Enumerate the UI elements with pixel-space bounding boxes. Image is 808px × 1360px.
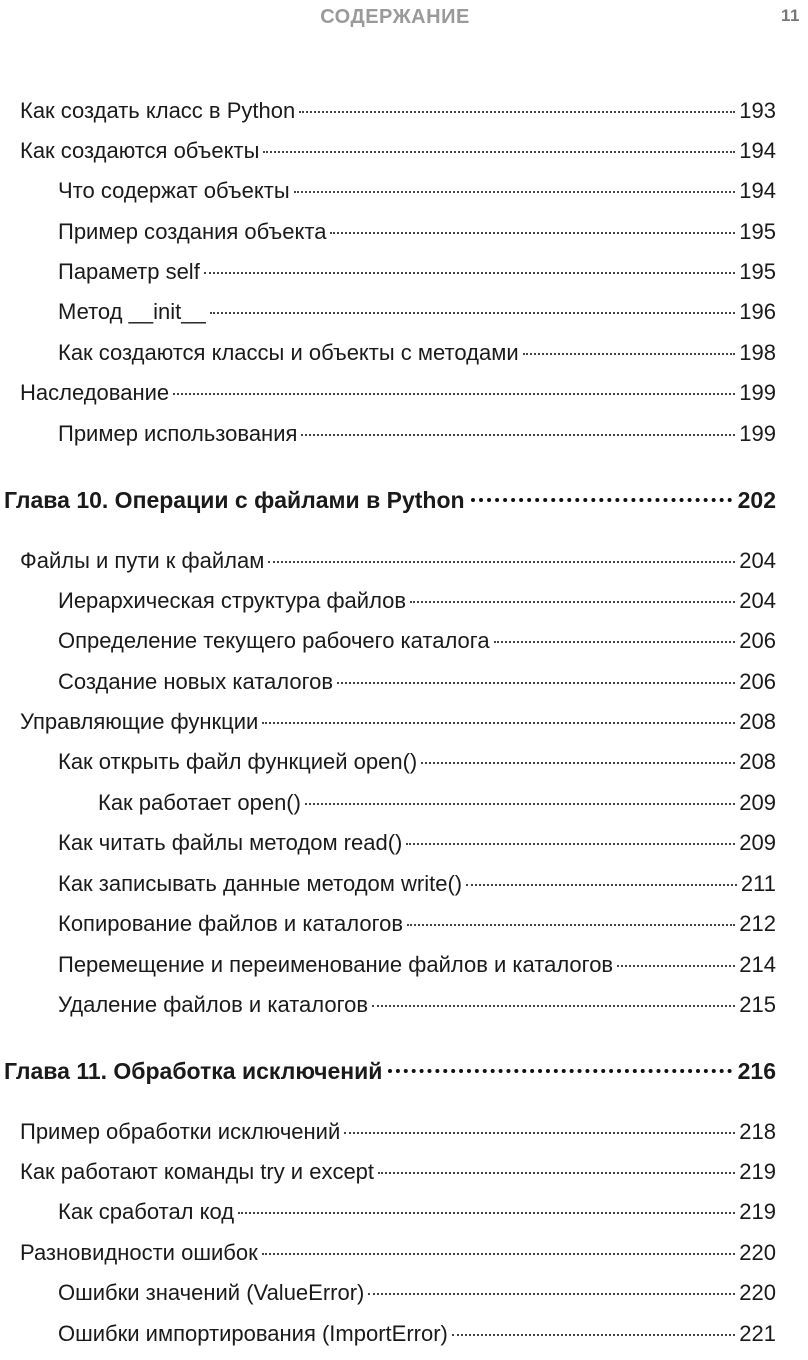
- dot-leader: [406, 821, 735, 845]
- dot-leader: [344, 1110, 735, 1134]
- dot-leader: [471, 476, 732, 502]
- dot-leader: [452, 1312, 735, 1336]
- toc-entry: [20, 94, 776, 128]
- running-header-title: СОДЕРЖАНИЕ: [320, 6, 470, 28]
- toc-entry-title: Как открыть файл функцией open(): [58, 749, 418, 774]
- toc-entry-page: 211: [740, 871, 776, 896]
- toc-entry-title: Копирование файлов и каталогов: [58, 911, 404, 936]
- toc-entry-title: Пример обработки исключений: [20, 1119, 341, 1144]
- toc-entry-title: Как работает open(): [98, 790, 301, 815]
- dot-leader: [494, 619, 736, 643]
- toc-entry-title: Управляющие функции: [20, 709, 259, 734]
- toc-entry-title: Перемещение и переименование файлов и каталогов: [58, 952, 614, 977]
- toc-entry-page: 199: [739, 421, 776, 446]
- toc-entry-page: 208: [739, 709, 776, 734]
- toc-entry: [58, 665, 776, 699]
- toc-entry-title: Что содержат объекты: [58, 178, 290, 203]
- toc-entry-title: Глава 10. Операции с файлами в Python: [4, 487, 465, 513]
- dot-leader: [238, 1190, 735, 1214]
- dot-leader: [388, 1047, 731, 1073]
- toc-entry-page: 204: [739, 548, 776, 573]
- toc-entry-title: Файлы и пути к файлам: [20, 548, 265, 573]
- toc-entry-page: 194: [739, 178, 776, 203]
- toc-entry-title: Пример использования: [58, 421, 298, 446]
- toc-entry-page: 215: [739, 992, 776, 1017]
- toc-entry-title: Как сработал код: [58, 1199, 235, 1224]
- toc-entry-page: 206: [739, 669, 776, 694]
- toc-entry-page: 195: [739, 219, 776, 244]
- toc-entry: [20, 1236, 776, 1270]
- toc-entry: [58, 255, 776, 289]
- toc-entry: [98, 786, 776, 820]
- dot-leader: [301, 412, 735, 436]
- toc-entry-title: Создание новых каталогов: [58, 669, 334, 694]
- page-number: 11: [781, 6, 800, 25]
- toc-entry-title: Определение текущего рабочего каталога: [58, 628, 490, 653]
- toc-entry: [58, 1195, 776, 1229]
- toc-entry: [20, 1115, 776, 1149]
- toc-entry-page: 194: [739, 138, 776, 163]
- toc-entry: [58, 174, 776, 208]
- toc-entry-title: Метод __init__: [58, 299, 206, 324]
- toc-entry-page: 221: [739, 1321, 776, 1346]
- toc-entry-title: Наследование: [20, 380, 170, 405]
- toc-chapter-heading: [4, 1053, 776, 1087]
- toc-entry: [58, 624, 776, 658]
- toc-entry: [20, 376, 776, 410]
- toc-entry-title: Пример создания объекта: [58, 219, 327, 244]
- dot-leader: [204, 250, 735, 274]
- toc-entry-page: 216: [737, 1058, 776, 1084]
- toc-entry: [58, 295, 776, 329]
- toc-entry-title: Как создать класс в Python: [20, 98, 296, 123]
- dot-leader: [210, 290, 736, 314]
- toc-entry: [20, 134, 776, 168]
- dot-leader: [294, 169, 736, 193]
- toc-entry-page: 199: [739, 380, 776, 405]
- toc-entry-title: Удаление файлов и каталогов: [58, 992, 369, 1017]
- toc-entry-page: 220: [739, 1240, 776, 1265]
- dot-leader: [262, 700, 735, 724]
- dot-leader: [173, 371, 735, 395]
- dot-leader: [330, 210, 735, 234]
- toc-entry-page: 196: [739, 299, 776, 324]
- toc-entry: [58, 826, 776, 860]
- toc-entry: [58, 948, 776, 982]
- dot-leader: [372, 983, 735, 1007]
- toc-entry-title: Как работают команды try и except: [20, 1159, 375, 1184]
- toc-entry-page: 202: [737, 487, 776, 513]
- toc-entry: [58, 1276, 776, 1310]
- dot-leader: [378, 1150, 735, 1174]
- dot-leader: [617, 943, 735, 967]
- toc-entry-page: 219: [739, 1199, 776, 1224]
- toc-entry-page: 214: [739, 952, 776, 977]
- toc-entry-title: Ошибки значений (ValueError): [58, 1280, 365, 1305]
- toc-entry-page: 208: [739, 749, 776, 774]
- dot-leader: [337, 660, 735, 684]
- toc-entry-title: Как записывать данные методом write(): [58, 871, 463, 896]
- dot-leader: [466, 862, 737, 886]
- toc-entry-title: Глава 11. Обработка исключений: [4, 1058, 383, 1084]
- toc-entry-page: 220: [739, 1280, 776, 1305]
- toc-entry: [58, 988, 776, 1022]
- toc-entry-page: 198: [739, 340, 776, 365]
- toc-entry: [20, 705, 776, 739]
- toc-entry: [58, 336, 776, 370]
- dot-leader: [299, 89, 735, 113]
- dot-leader: [305, 781, 735, 805]
- toc-entry-page: 193: [739, 98, 776, 123]
- toc-entry: [58, 745, 776, 779]
- toc-entry-page: 212: [739, 911, 776, 936]
- toc-entry: [58, 584, 776, 618]
- toc-entry-page: 218: [739, 1119, 776, 1144]
- toc-entry: [58, 867, 776, 901]
- toc-entry-title: Разновидности ошибок: [20, 1240, 258, 1265]
- dot-leader: [407, 902, 735, 926]
- dot-leader: [263, 129, 735, 153]
- toc-chapter-heading: [4, 482, 776, 516]
- toc-entry: [20, 544, 776, 578]
- dot-leader: [268, 539, 735, 563]
- toc-entry: [58, 417, 776, 451]
- toc-entry: [58, 907, 776, 941]
- running-header: [0, 4, 808, 32]
- dot-leader: [410, 579, 735, 603]
- toc-entry-title: Параметр self: [58, 259, 200, 284]
- toc-entry-page: 209: [739, 830, 776, 855]
- toc-entry-title: Ошибки импортирования (ImportError): [58, 1321, 448, 1346]
- toc-entry-page: 219: [739, 1159, 776, 1184]
- dot-leader: [368, 1271, 735, 1295]
- dot-leader: [523, 331, 736, 355]
- toc-entry-page: 195: [739, 259, 776, 284]
- dot-leader: [262, 1231, 736, 1255]
- toc-entry: [20, 1155, 776, 1189]
- toc-entry-title: Как создаются классы и объекты с методами: [58, 340, 519, 365]
- toc-entry-page: 209: [739, 790, 776, 815]
- toc-entry: [58, 215, 776, 249]
- toc-entry: [58, 1317, 776, 1351]
- toc-entry-title: Иерархическая структура файлов: [58, 588, 407, 613]
- toc-entry-title: Как читать файлы методом read(): [58, 830, 403, 855]
- toc-entry-title: Как создаются объекты: [20, 138, 260, 163]
- dot-leader: [421, 740, 735, 764]
- toc-entry-page: 204: [739, 588, 776, 613]
- toc-entry-page: 206: [739, 628, 776, 653]
